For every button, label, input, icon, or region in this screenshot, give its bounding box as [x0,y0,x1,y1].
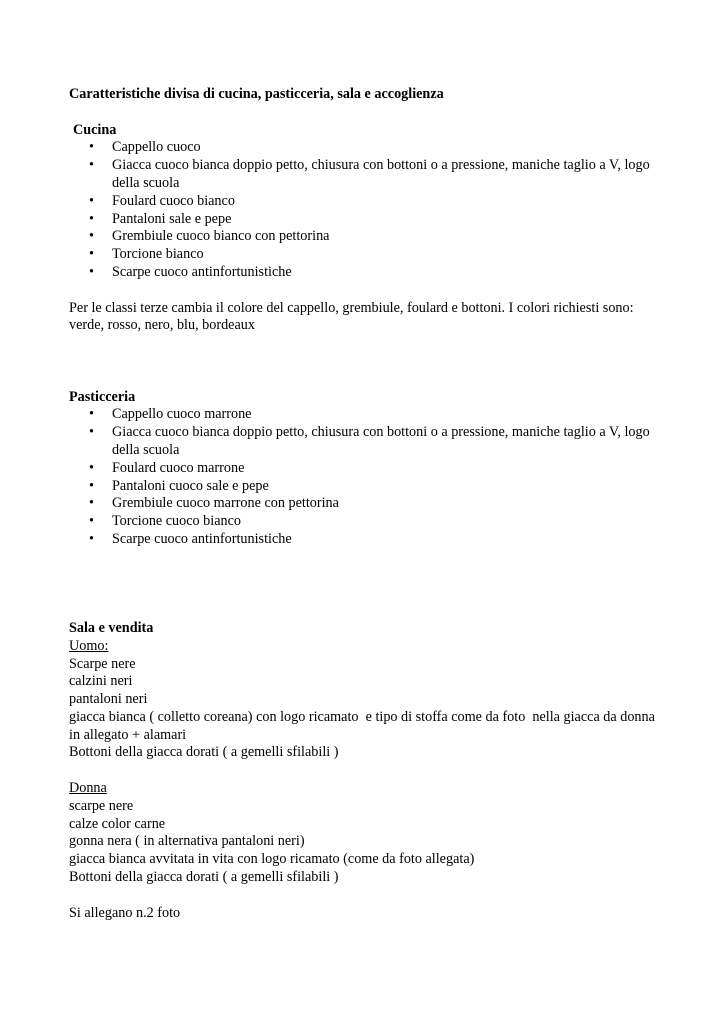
bullet-icon: • [89,192,94,209]
bullet-icon: • [89,424,94,441]
bullet-icon: • [89,530,94,547]
section-heading-pasticceria: Pasticceria [69,388,136,405]
section-heading-cucina: Cucina [73,121,117,138]
list-pasticceria [69,406,659,548]
list-cucina [69,139,659,281]
list-item: • Grembiule cuoco bianco con pettorina [89,228,330,245]
uomo-line: giacca bianca ( colletto coreana) con logo ricamato e tipo di stoffa come da foto nella giacca da donna in allegato + alamari [69,708,659,743]
document-title: Caratteristiche divisa di cucina, pasticceria, sala e accoglienza [69,86,444,102]
list-item: • Cappello cuoco marrone [89,406,252,423]
list-item: • Grembiule cuoco marrone con pettorina [89,495,339,512]
subheading-donna: Donna [69,780,107,797]
bullet-icon: • [89,477,94,494]
uomo-line: Bottoni della giacca dorati ( a gemelli sfilabili ) [69,744,339,761]
list-item: • Giacca cuoco bianca doppio petto, chiusura con bottoni o a pressione, maniche taglio a V, logo della scuola [89,424,650,458]
section-sala-vendita [69,620,659,923]
list-item: • Foulard cuoco bianco [89,192,235,209]
bullet-icon: • [89,513,94,530]
subheading-uomo: Uomo: [69,637,109,654]
bullet-icon: • [89,459,94,476]
bullet-icon: • [89,406,94,423]
donna-line: scarpe nere [69,797,134,814]
document-page [69,86,659,922]
list-item: • Torcione cuoco bianco [89,513,242,530]
section-pasticceria [69,389,659,549]
section-heading-sala: Sala e vendita [69,619,154,636]
donna-line: Bottoni della giacca dorati ( a gemelli sfilabili ) [69,869,339,886]
list-item: • Giacca cuoco bianca doppio petto, chiusura con bottoni o a pressione, maniche taglio a V, logo della scuola [89,157,650,191]
list-item: • Pantaloni sale e pepe [89,210,232,227]
bullet-icon: • [89,263,94,280]
list-item: • Torcione bianco [89,246,204,263]
bullet-icon: • [89,495,94,512]
bullet-icon: • [89,246,94,263]
bullet-icon: • [89,228,94,245]
list-item: • Scarpe cuoco antinfortunistiche [89,263,292,280]
bullet-icon: • [89,139,94,156]
bullet-icon: • [89,210,94,227]
section-cucina [69,122,659,336]
cucina-note: Per le classi terze cambia il colore del cappello, grembiule, foulard e bottoni. I colori richiesti sono: verde, rosso, nero, blu, bordeaux [69,299,634,334]
attachments-note: Si allegano n.2 foto [69,904,181,921]
list-item: • Scarpe cuoco antinfortunistiche [89,530,292,547]
donna-line: giacca bianca avvitata in vita con logo ricamato (come da foto allegata) [69,851,475,868]
list-item: • Pantaloni cuoco sale e pepe [89,477,269,494]
donna-line: gonna nera ( in alternativa pantaloni neri) [69,833,305,850]
uomo-line: calzini neri [69,673,133,690]
donna-line: calze color carne [69,815,166,832]
list-item: • Cappello cuoco [89,139,201,156]
bullet-icon: • [89,157,94,174]
list-item: • Foulard cuoco marrone [89,459,245,476]
uomo-line: pantaloni neri [69,691,148,708]
uomo-line: Scarpe nere [69,655,136,672]
